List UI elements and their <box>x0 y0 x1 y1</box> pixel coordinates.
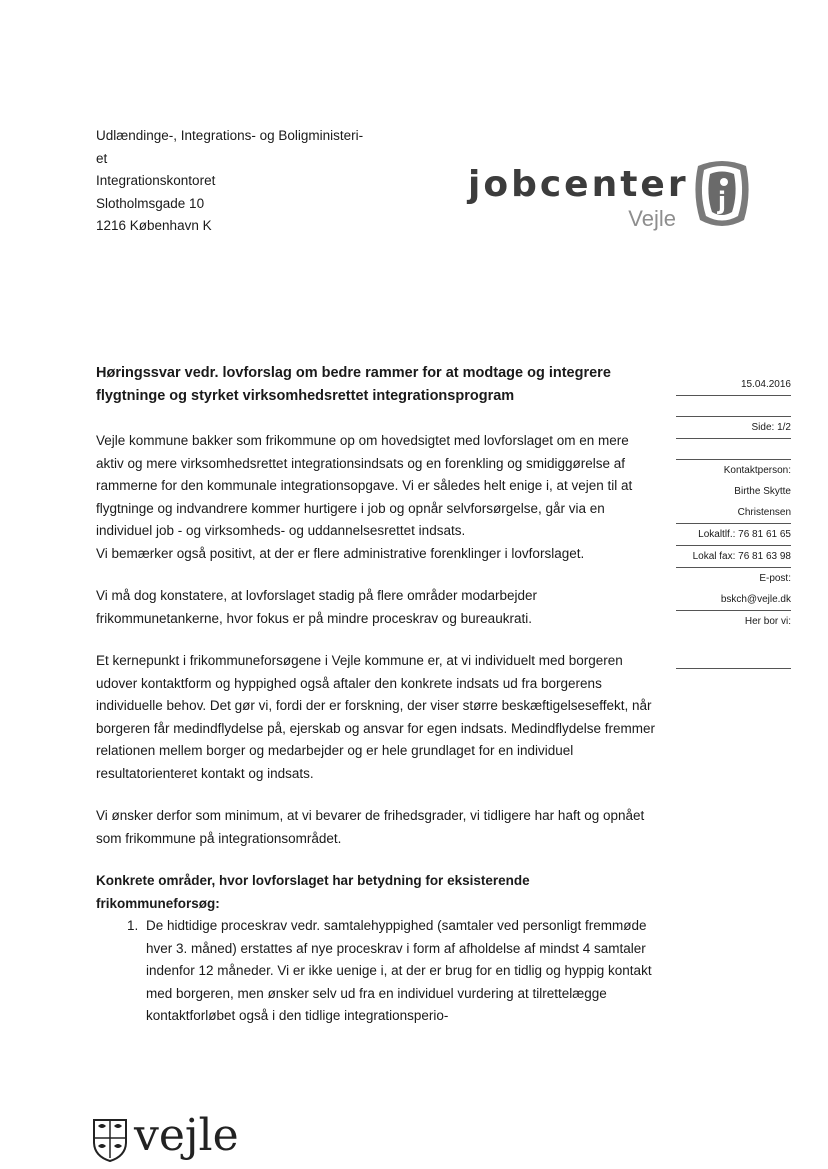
phone-number: Lokaltlf.: 76 81 61 65 <box>676 524 791 546</box>
contact-label: Kontaktperson: <box>723 465 791 476</box>
address-line: 1216 København K <box>96 218 212 233</box>
address-line: Slotholmsgade 10 <box>96 195 205 211</box>
list-item: 1. De hidtidige proceskrav vedr. samtalehyppighed (samtaler ved personligt fremmøde hver 3. måned) erstattes af nye proceskrav i form af afholdelse af mindst 4 samtaler indenfor 12 måneder. Vi er ikke uenige i, at der er brug for en tidlig og hyppig kontakt med borgeren, men ønsker selv ud fra en individuel vurdering at tilrettelægge kontaktforløbet også i den tidlige integrationsperio- <box>142 915 656 1028</box>
email-address: bskch@vejle.dk <box>676 589 791 611</box>
section-heading: Konkrete områder, hvor lovforslaget har betydning for eksisterende frikommuneforsøg: <box>96 873 530 911</box>
address-line: et <box>96 150 108 166</box>
logo-wordmark: jobcenter <box>468 164 689 205</box>
recipient-address <box>96 125 363 238</box>
document-date: 15.04.2016 <box>676 374 791 396</box>
info-j-icon <box>690 158 754 230</box>
paragraph: Vi ønsker derfor som minimum, at vi bevarer de frihedsgrader, vi tidligere har haft og opnået som frikommune på integrationsområdet. <box>96 808 645 846</box>
vejle-footer-logo <box>92 1110 272 1168</box>
paragraph: Vejle kommune bakker som frikommune op om hovedsigtet med lovforslaget om en mere aktiv og mere virksomhedsrettet integrationsindsats og en forenkling og smidiggørelse af rammerne for den kommunale integrationsopgave. Vi er således helt enige i, at vejen til at flygtninge og indvandrere kommer hurtigere i job og opnår selvforsørgelse, går via en individuel job - og virksomheds- og uddannelsesrettet indsats. <box>96 433 633 538</box>
numbered-list <box>96 915 656 1028</box>
address-line: Udlændinge-, Integrations- og Boligministeri- <box>96 128 364 143</box>
contact-name: Birthe Skytte <box>734 486 791 497</box>
logo-icon-letter: j <box>717 187 727 215</box>
paragraph: Vi må dog konstatere, at lovforslaget stadig på flere områder modarbejder frikommunetankerne, hvor fokus er på mindre proceskrav og bureaukrati. <box>96 588 537 626</box>
document-title: Høringssvar vedr. lovforslag om bedre rammer for at modtage og integrere flygtninge og styrket virksomhedsrettet integrationsprogram <box>96 365 611 404</box>
contact-name: Christensen <box>676 502 791 524</box>
jobcenter-logo <box>468 158 768 238</box>
divider <box>676 632 791 669</box>
address-line: Integrationskontoret <box>96 173 216 188</box>
metadata-sidebar <box>676 374 791 669</box>
divider <box>676 439 791 460</box>
divider <box>676 396 791 417</box>
paragraph: Vi bemærker også positivt, at der er flere administrative forenklinger i lovforslaget. <box>96 545 585 561</box>
footer-wordmark: vejle <box>134 1110 239 1161</box>
logo-city: Vejle <box>628 206 676 231</box>
fax-number: Lokal fax: 76 81 63 98 <box>676 546 791 568</box>
coat-of-arms-icon <box>92 1118 128 1162</box>
location-label: Her bor vi: <box>744 616 791 627</box>
page-number: Side: 1/2 <box>676 417 791 439</box>
letter-body <box>96 430 656 1028</box>
email-label: E-post: <box>759 573 791 584</box>
paragraph: Et kernepunkt i frikommuneforsøgene i Vejle kommune er, at vi individuelt med borgeren udover kontaktform og hyppighed også aftaler den konkrete indsats ud fra borgerens individuelle behov. Det gør vi, fordi der er forskning, der viser større beskæftigelseseffekt, når borgeren får medindflydelse på, ejerskab og ansvar for egen indsats. Medindflydelse fremmer relationen mellem borger og medarbejder og er hele grundlaget for en individuel resultatorienteret kontakt og indsats. <box>96 653 656 781</box>
